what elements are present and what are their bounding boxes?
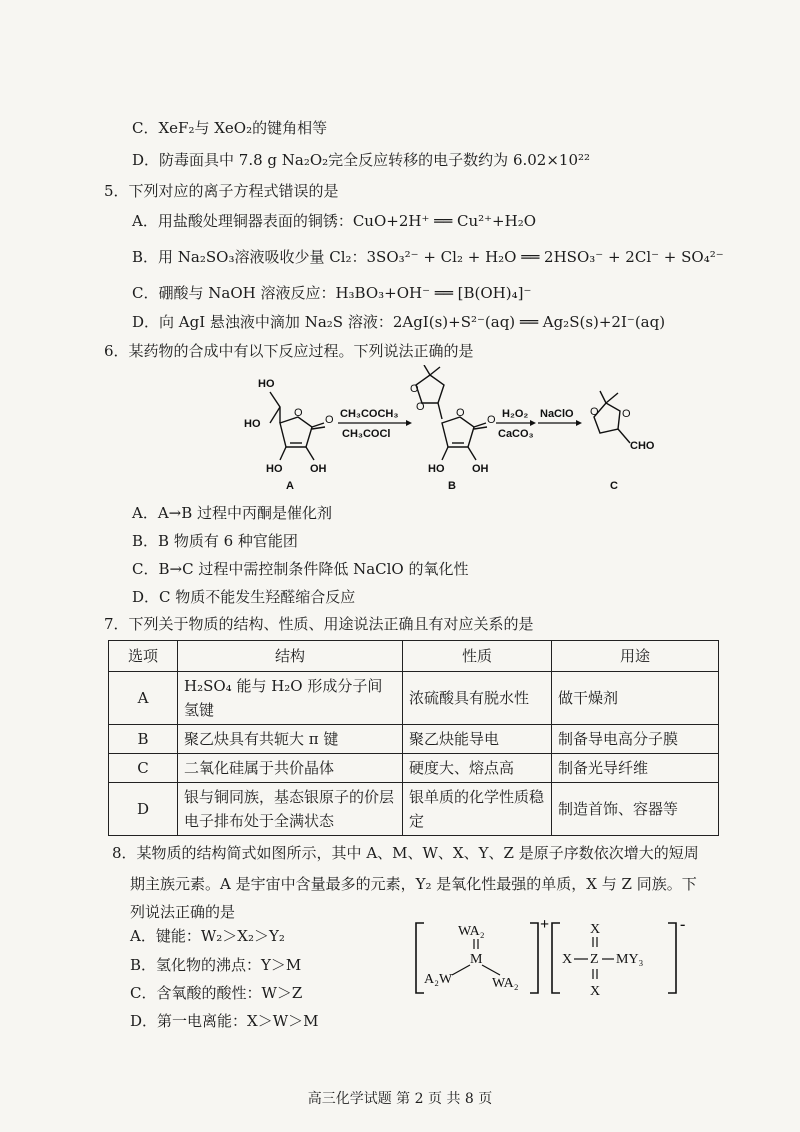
q8-option-a: A．键能：W₂＞X₂＞Y₂ — [130, 927, 285, 945]
q7-table — [108, 640, 719, 836]
label-o-dioxolane-c1: O — [590, 406, 599, 418]
anion-my3: MY₃ — [616, 952, 644, 967]
cell-property: 浓硫酸具有脱水性 — [403, 672, 552, 725]
table-row — [109, 754, 719, 783]
table-row — [109, 672, 719, 725]
reagent-1-bottom: CH₃COCl — [342, 428, 391, 440]
cell-option: C — [109, 754, 178, 783]
reagent-2-top: H₂O₂ — [502, 408, 529, 420]
q6-option-b: B．B 物质有 6 种官能团 — [132, 532, 298, 550]
header-structure: 结构 — [178, 641, 403, 672]
cell-structure: 聚乙炔具有共轭大 π 键 — [178, 725, 403, 754]
cation-wa2-right: WA₂ — [492, 976, 519, 991]
q5-stem: 5．下列对应的离子方程式错误的是 — [104, 182, 339, 200]
header-use: 用途 — [552, 641, 719, 672]
header-option: 选项 — [109, 641, 178, 672]
label-a: A — [286, 480, 294, 490]
page-footer: 高三化学试题 第 2 页 共 8 页 — [307, 1091, 493, 1107]
cell-option: D — [109, 783, 178, 836]
label-o-dioxolane-b1: O — [410, 383, 419, 395]
cell-property: 银单质的化学性质稳定 — [403, 783, 552, 836]
label-o-ring-a: O — [294, 407, 303, 419]
q8-structure — [410, 915, 700, 1005]
label-ho-1: HO — [258, 378, 275, 390]
anion-x-top: X — [590, 922, 601, 937]
cation-wa2-top: WA₂ — [458, 924, 485, 939]
q5-option-b: B．用 Na₂SO₃溶液吸收少量 Cl₂：3SO₃²⁻ + Cl₂ + H₂O ══ 2HSO₃⁻ + 2Cl⁻ + SO₄²⁻ — [132, 248, 724, 266]
label-b: B — [448, 480, 456, 490]
cell-use: 做干燥剂 — [552, 672, 719, 725]
charge-plus: + — [540, 916, 550, 933]
q5-option-c: C．硼酸与 NaOH 溶液反应：H₃BO₃+OH⁻ ══ [B(OH)₄]⁻ — [132, 284, 532, 302]
label-cho: CHO — [630, 440, 655, 452]
label-o-carbonyl-b: O — [487, 414, 496, 426]
cell-use: 制备导电高分子膜 — [552, 725, 719, 754]
label-o-ring-b: O — [456, 407, 465, 419]
header-property: 性质 — [403, 641, 552, 672]
cell-property: 硬度大、熔点高 — [403, 754, 552, 783]
cell-structure: 二氧化硅属于共价晶体 — [178, 754, 403, 783]
anion-z: Z — [590, 952, 599, 967]
charge-minus: - — [680, 916, 686, 933]
molecule-a — [270, 392, 325, 460]
q8-stem-line-1: 8．某物质的结构简式如图所示，其中 A、M、W、X、Y、Z 是原子序数依次增大的短周 — [112, 844, 699, 862]
label-oh-a: OH — [310, 463, 327, 475]
label-ho-b: HO — [428, 463, 445, 475]
table-row — [109, 725, 719, 754]
q6-stem: 6．某药物的合成中有以下反应过程。下列说法正确的是 — [104, 342, 474, 360]
anion-x-left: X — [562, 952, 573, 967]
cell-use: 制备光导纤维 — [552, 754, 719, 783]
label-o-dioxolane-c2: O — [622, 408, 631, 420]
label-c: C — [610, 480, 618, 490]
q5-option-d: D．向 AgI 悬浊液中滴加 Na₂S 溶液：2AgI(s)+S²⁻(aq) ══ Ag₂S(s)+2I⁻(aq) — [132, 313, 666, 331]
table-header-row — [109, 641, 719, 672]
cell-structure: 银与铜同族，基态银原子的价层电子排布处于全满状态 — [178, 783, 403, 836]
cation-a2w: A₂W — [424, 972, 453, 987]
cation-m: M — [470, 952, 483, 967]
q6-option-d: D．C 物质不能发生羟醛缩合反应 — [132, 588, 356, 606]
cell-option: A — [109, 672, 178, 725]
molecule-b — [416, 365, 487, 460]
q7-stem: 7．下列关于物质的结构、性质、用途说法正确且有对应关系的是 — [104, 615, 534, 633]
reagent-3: NaClO — [540, 408, 574, 420]
q4-option-d: D．防毒面具中 7.8 g Na₂O₂完全反应转移的电子数约为 6.02×10²² — [132, 151, 591, 169]
q8-option-b: B．氢化物的沸点：Y＞M — [130, 956, 302, 974]
q6-option-c: C．B→C 过程中需控制条件降低 NaClO 的氧化性 — [132, 560, 469, 578]
cell-option: B — [109, 725, 178, 754]
q8-stem-line-2: 期主族元素。A 是宇宙中含量最多的元素，Y₂ 是氧化性最强的单质，X 与 Z 同族。下 — [130, 875, 697, 893]
q5-option-a: A．用盐酸处理铜器表面的铜锈：CuO+2H⁺ ══ Cu²⁺+H₂O — [132, 212, 537, 230]
reagent-2-bottom: CaCO₃ — [498, 428, 534, 440]
label-ho-2: HO — [244, 418, 261, 430]
label-oh-b: OH — [472, 463, 489, 475]
label-o-dioxolane-b2: O — [416, 401, 425, 413]
label-o-carbonyl-a: O — [325, 414, 334, 426]
q8-option-d: D．第一电离能：X＞W＞M — [130, 1012, 319, 1030]
q4-option-c: C．XeF₂与 XeO₂的键角相等 — [132, 119, 328, 137]
reaction-scheme — [230, 365, 670, 490]
label-ho-3: HO — [266, 463, 283, 475]
q8-option-c: C．含氧酸的酸性：W＞Z — [130, 984, 303, 1002]
cell-use: 制造首饰、容器等 — [552, 783, 719, 836]
reagent-1-top: CH₃COCH₃ — [340, 408, 399, 420]
q6-option-a: A．A→B 过程中丙酮是催化剂 — [132, 504, 333, 522]
anion-x-bottom: X — [590, 984, 601, 999]
cell-structure: H₂SO₄ 能与 H₂O 形成分子间氢键 — [178, 672, 403, 725]
table-row — [109, 783, 719, 836]
q8-stem-line-3: 列说法正确的是 — [130, 903, 236, 921]
cell-property: 聚乙炔能导电 — [403, 725, 552, 754]
